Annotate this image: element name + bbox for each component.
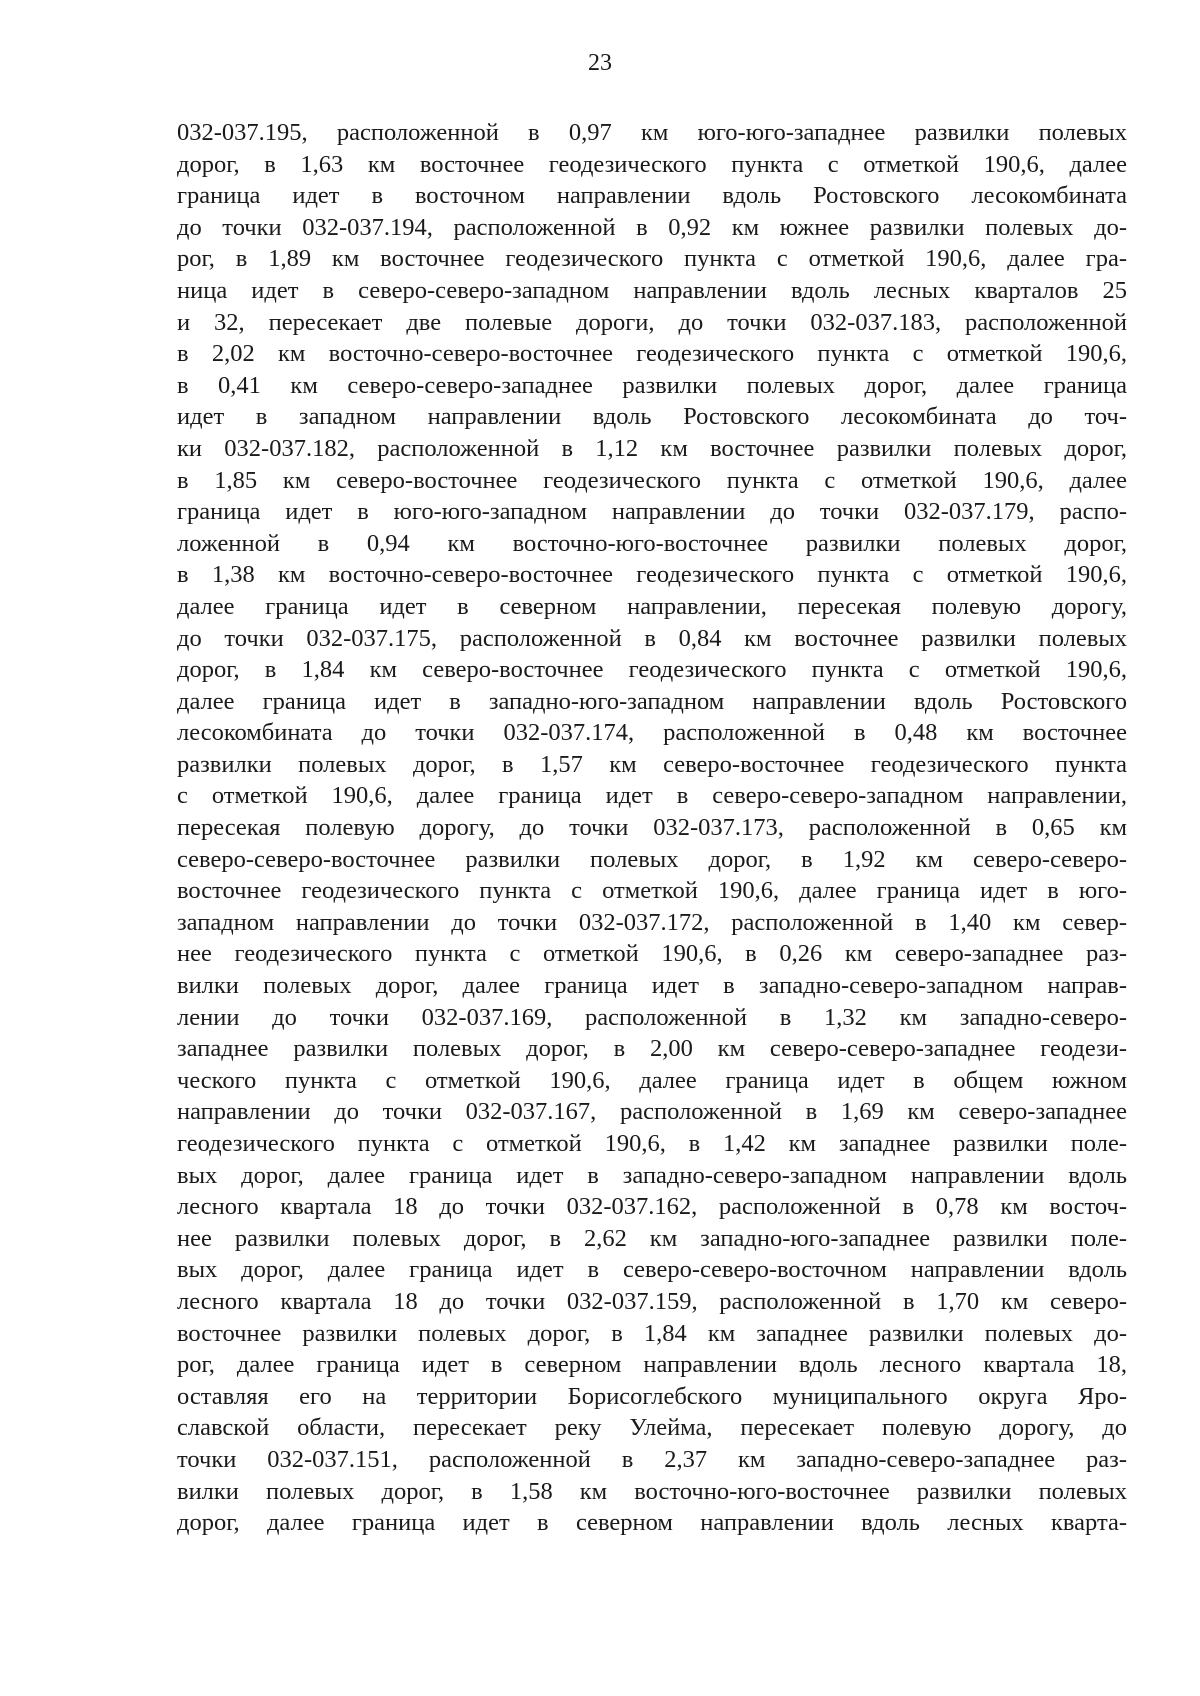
text-line: вых дорог, далее граница идет в западно-северо-западном направлении вдоль xyxy=(177,1161,1127,1189)
text-line: граница идет в восточном направлении вдоль Ростовского лесокомбината xyxy=(177,182,1127,210)
text-line: северо-северо-восточнее развилки полевых дорог, в 1,92 км северо-северо- xyxy=(177,845,1127,873)
text-line: дорог, в 1,63 км восточнее геодезического пункта с отметкой 190,6, далее xyxy=(177,150,1127,178)
text-line: точки 032-037.151, расположенной в 2,37 км западно-северо-западнее раз- xyxy=(177,1445,1127,1473)
text-line: ница идет в северо-северо-западном направлении вдоль лесных кварталов 25 xyxy=(177,276,1127,304)
text-line: западнее развилки полевых дорог, в 2,00 км северо-северо-западнее геодези- xyxy=(177,1035,1127,1063)
text-line: рог, далее граница идет в северном направлении вдоль лесного квартала 18, xyxy=(177,1351,1127,1379)
text-line: славской области, пересекает реку Улейма, пересекает полевую дорогу, до xyxy=(177,1414,1127,1442)
text-line: до точки 032-037.194, расположенной в 0,92 км южнее развилки полевых до- xyxy=(177,213,1127,241)
text-line: и 32, пересекает две полевые дороги, до точки 032-037.183, расположенной xyxy=(177,308,1127,336)
text-line: западном направлении до точки 032-037.172, расположенной в 1,40 км север- xyxy=(177,908,1127,936)
text-line: в 1,85 км северо-восточнее геодезического пункта с отметкой 190,6, далее xyxy=(177,466,1127,494)
text-line: с отметкой 190,6, далее граница идет в северо-северо-западном направлении, xyxy=(177,782,1127,810)
text-line: развилки полевых дорог, в 1,57 км северо-восточнее геодезического пункта xyxy=(177,750,1127,778)
text-line: восточнее геодезического пункта с отметкой 190,6, далее граница идет в юго- xyxy=(177,877,1127,905)
text-line: восточнее развилки полевых дорог, в 1,84 км западнее развилки полевых до- xyxy=(177,1319,1127,1347)
text-line: рог, в 1,89 км восточнее геодезического пункта с отметкой 190,6, далее гра- xyxy=(177,245,1127,273)
text-line: направлении до точки 032-037.167, расположенной в 1,69 км северо-западнее xyxy=(177,1098,1127,1126)
text-line: геодезического пункта с отметкой 190,6, в 1,42 км западнее развилки поле- xyxy=(177,1130,1127,1157)
text-line: лении до точки 032-037.169, расположенной в 1,32 км западно-северо- xyxy=(177,1003,1127,1031)
page-number: 23 xyxy=(588,50,612,76)
text-line: в 1,38 км восточно-северо-восточнее геодезического пункта с отметкой 190,6, xyxy=(177,561,1127,589)
text-line: ки 032-037.182, расположенной в 1,12 км восточнее развилки полевых дорог, xyxy=(177,434,1127,462)
text-line: пересекая полевую дорогу, до точки 032-037.173, расположенной в 0,65 км xyxy=(177,814,1127,842)
text-line: вых дорог, далее граница идет в северо-северо-восточном направлении вдоль xyxy=(177,1256,1127,1284)
text-line: нее геодезического пункта с отметкой 190,6, в 0,26 км северо-западнее раз- xyxy=(177,940,1127,968)
text-line: ческого пункта с отметкой 190,6, далее граница идет в общем южном xyxy=(177,1066,1127,1094)
text-line: лесного квартала 18 до точки 032-037.159, расположенной в 1,70 км северо- xyxy=(177,1287,1127,1315)
text-line: в 2,02 км восточно-северо-восточнее геодезического пункта с отметкой 190,6, xyxy=(177,340,1127,368)
text-line: идет в западном направлении вдоль Ростовского лесокомбината до точ- xyxy=(177,403,1127,431)
text-line: до точки 032-037.175, расположенной в 0,84 км восточнее развилки полевых xyxy=(177,624,1127,652)
text-line: вилки полевых дорог, далее граница идет в западно-северо-западном направ- xyxy=(177,972,1127,1000)
text-line: нее развилки полевых дорог, в 2,62 км западно-юго-западнее развилки поле- xyxy=(177,1224,1127,1252)
text-line: граница идет в юго-юго-западном направлении до точки 032-037.179, распо- xyxy=(177,498,1127,526)
text-line: дорог, далее граница идет в северном направлении вдоль лесных кварта- xyxy=(177,1509,1127,1537)
text-line: 032-037.195, расположенной в 0,97 км юго-юго-западнее развилки полевых xyxy=(177,119,1127,146)
text-line: далее граница идет в западно-юго-западном направлении вдоль Ростовского xyxy=(177,687,1127,715)
text-line: в 0,41 км северо-северо-западнее развилки полевых дорог, далее граница xyxy=(177,371,1127,399)
text-line: ложенной в 0,94 км восточно-юго-восточнее развилки полевых дорог, xyxy=(177,529,1127,557)
text-line: лесокомбината до точки 032-037.174, расположенной в 0,48 км восточнее xyxy=(177,719,1127,747)
body-text xyxy=(177,117,1127,1539)
text-line: лесного квартала 18 до точки 032-037.162, расположенной в 0,78 км восточ- xyxy=(177,1193,1127,1221)
text-line: дорог, в 1,84 км северо-восточнее геодезического пункта с отметкой 190,6, xyxy=(177,656,1127,684)
text-line: далее граница идет в северном направлении, пересекая полевую дорогу, xyxy=(177,592,1127,620)
text-line: оставляя его на территории Борисоглебского муниципального округа Яро- xyxy=(177,1382,1127,1410)
text-line: вилки полевых дорог, в 1,58 км восточно-юго-восточнее развилки полевых xyxy=(177,1477,1127,1505)
